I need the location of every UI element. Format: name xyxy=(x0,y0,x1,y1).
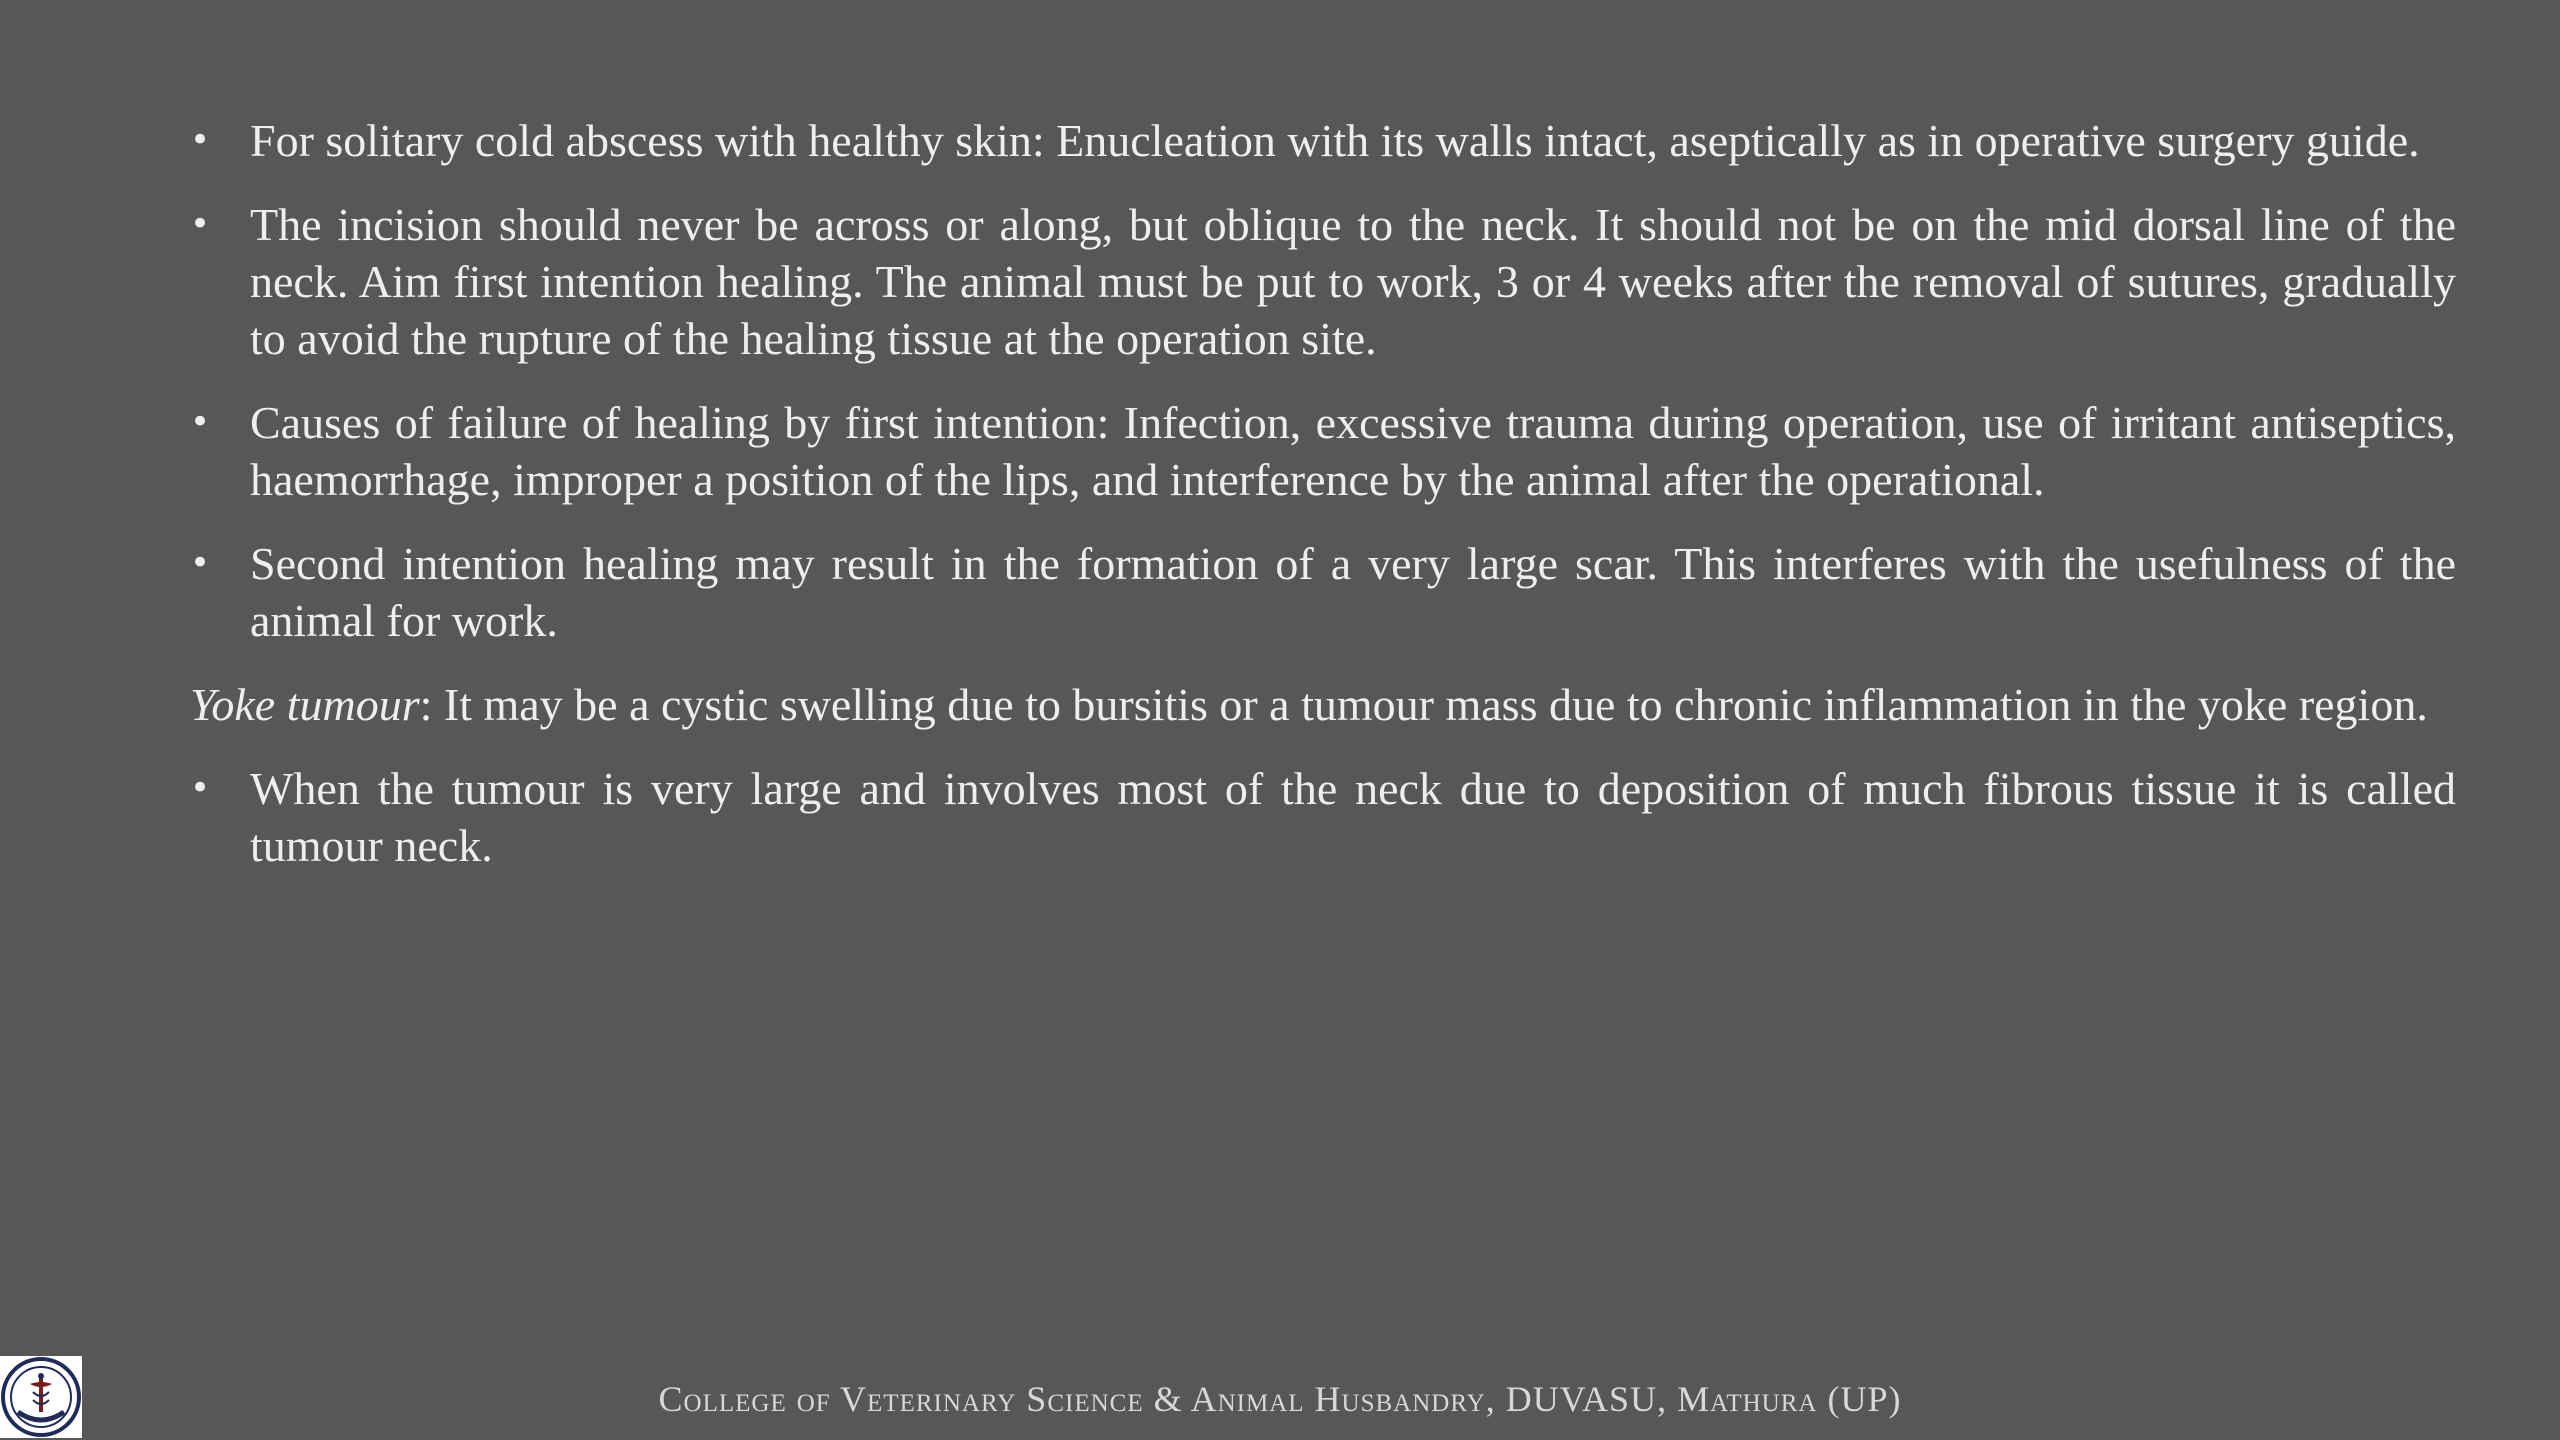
bullet-item xyxy=(190,535,2456,649)
bullet-text: The incision should never be across or along, but oblique to the neck. It should not be on the mid dorsal line of the neck. Aim first intention healing. The animal must be put to work, 3 or 4 weeks after the removal of sutures, gradually to avoid the rupture of the healing tissue at the operation site. xyxy=(250,199,2456,364)
bullet-marker: • xyxy=(190,543,211,583)
bullet-item xyxy=(190,760,2456,874)
bullet-marker: • xyxy=(190,120,211,160)
footer-text: College of Veterinary Science & Animal Husbandry, DUVASU, Mathura (UP) xyxy=(658,1379,1902,1419)
slide-content xyxy=(190,112,2456,901)
bullet-item xyxy=(190,112,2456,169)
bullet-text: When the tumour is very large and involves most of the neck due to deposition of much fibrous tissue it is called tumour neck. xyxy=(250,763,2456,871)
yoke-tumour-text: : It may be a cystic swelling due to bursitis or a tumour mass due to chronic inflammation in the yoke region. xyxy=(419,679,2428,730)
bullet-text: Causes of failure of healing by first intention: Infection, excessive trauma during operation, use of irritant antiseptics, haemorrhage, improper a position of the lips, and interference by the animal after the operational. xyxy=(250,397,2456,505)
yoke-tumour-paragraph xyxy=(190,676,2456,733)
bullet-item xyxy=(190,394,2456,508)
yoke-tumour-term: Yoke tumour xyxy=(190,679,420,730)
bullet-text: Second intention healing may result in the formation of a very large scar. This interferes with the usefulness of the animal for work. xyxy=(250,538,2456,646)
bullet-marker: • xyxy=(190,768,211,808)
bullet-marker: • xyxy=(190,204,211,244)
bullet-marker: • xyxy=(190,402,211,442)
bullet-text: For solitary cold abscess with healthy skin: Enucleation with its walls intact, aseptically as in operative surgery guide. xyxy=(250,115,2420,166)
bullet-item xyxy=(190,196,2456,367)
